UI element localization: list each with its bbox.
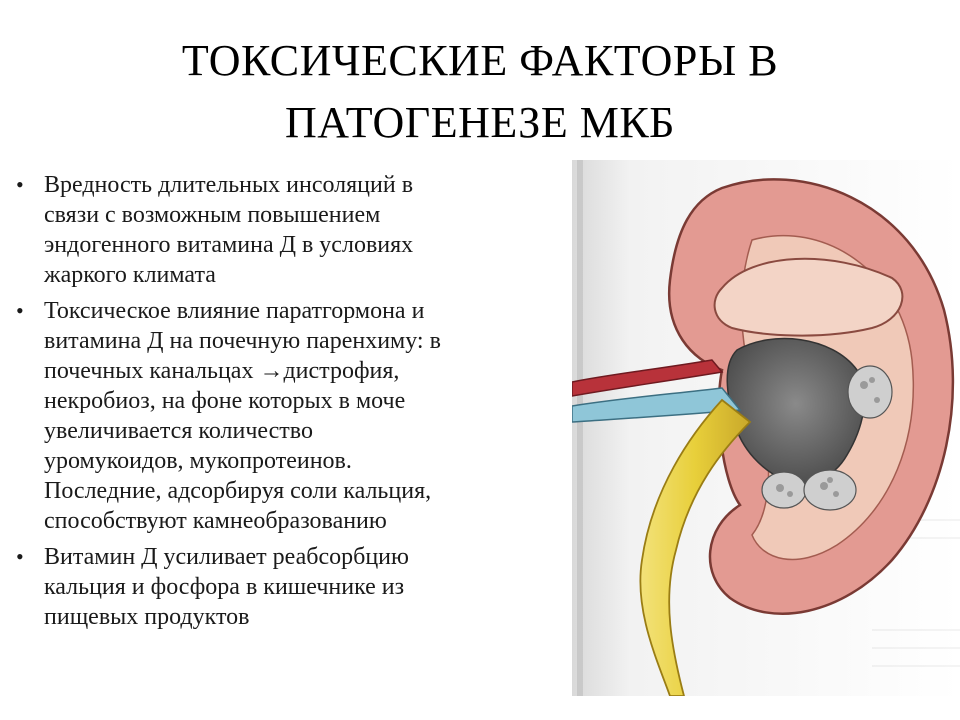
kidney-illustration <box>572 160 960 696</box>
bullet-marker: • <box>16 172 24 197</box>
bullet-marker: • <box>16 544 24 569</box>
kidney-cross-section-icon <box>572 160 960 696</box>
bullet-text: Вредность длительных инсоляций в связи с возможным повышением эндогенного витамина Д в условиях жаркого климата <box>44 172 414 288</box>
bullet-item <box>16 542 581 632</box>
slide-title <box>90 30 870 154</box>
title-line-2: ПАТОГЕНЕЗЕ МКБ <box>285 98 675 147</box>
bullet-item <box>16 296 581 536</box>
bullet-text: Витамин Д усиливает реабсорбцию кальция и фосфора в кишечнике из пищевых продуктов <box>44 544 409 630</box>
bullet-item <box>16 170 581 290</box>
bullet-text: Токсическое влияние паратгормона и витамина Д на почечную паренхиму: в почечных канальцах →дистрофия, некробиоз, на фоне которых в моче увеличивается количество уромукоидов, мукопротеинов. Последние, адсорбируя соли кальция, способствуют камнеобразованию <box>44 298 441 534</box>
bullet-list <box>16 170 581 638</box>
title-line-1: ТОКСИЧЕСКИЕ ФАКТОРЫ В <box>181 36 779 85</box>
bullet-marker: • <box>16 298 24 323</box>
